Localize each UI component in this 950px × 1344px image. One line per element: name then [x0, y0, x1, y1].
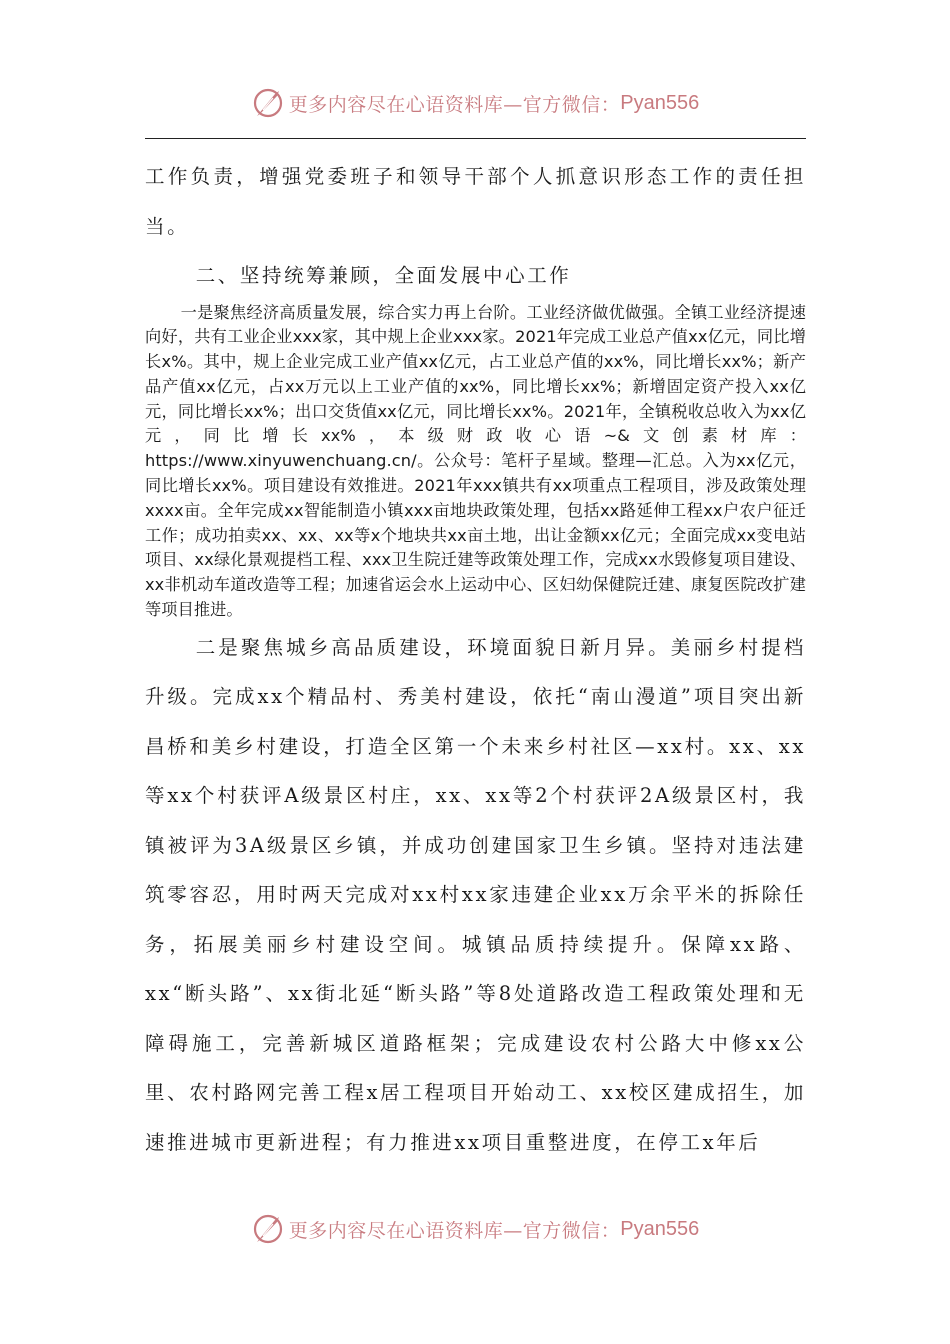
- paragraph-rural: 二是聚焦城乡高品质建设，环境面貌日新月异。美丽乡村提档升级。完成xx个精品村、秀美村建设，依托“南山漫道”项目突出新昌桥和美乡村建设，打造全区第一个未来乡村社区—xx村。xx、xx等xx个村获评A级景区村庄，xx、xx等2个村获评2A级景区村，我镇被评为3A级景区乡镇，并成功创建国家卫生乡镇。坚持对违法建筑零容忍，用时两天完成对xx村xx家违建企业xx万余平米的拆除任务，拓展美丽乡村建设空间。城镇品质持续提升。保障xx路、xx“断头路”、xx街北延“断头路”等8处道路改造工程政策处理和无障碍施工，完善新城区道路框架；完成建设农村公路大中修xx公里、农村路网完善工程x居工程项目开始动工、xx校区建成招生，加速推进城市更新进程；有力推进xx项目重整进度，在停工x年后: [145, 635, 806, 1154]
- quill-pen-circle-icon: [251, 1212, 285, 1246]
- header-divider: [145, 138, 806, 139]
- section-heading-2: 二、坚持统筹兼顾，全面发展中心工作: [195, 264, 572, 287]
- header-banner-text: 更多内容尽在心语资料库—官方微信：: [288, 93, 621, 116]
- footer-wechat-id: Pyan556: [620, 1217, 700, 1240]
- header-wechat-id: Pyan556: [620, 91, 700, 114]
- footer-banner: [0, 1209, 950, 1249]
- quill-pen-circle-icon: [251, 86, 285, 120]
- footer-banner-text: 更多内容尽在心语资料库—官方微信：: [288, 1219, 621, 1242]
- document-body: [145, 152, 806, 1167]
- paragraph-economy: 一是聚焦经济高质量发展，综合实力再上台阶。工业经济做优做强。全镇工业经济提速向好，共有工业企业xxx家，其中规上企业xxx家。2021年完成工业总产值xx亿元，同比增长x%。其中，规上企业完成工业产值xx亿元，占工业总产值的xx%，同比增长xx%；新产品产值xx亿元，占xx万元以上工业产值的xx%，同比增长xx%；新增固定资产投入xx亿元，同比增长xx%；出口交货值xx亿元，同比增长xx%。2021年，全镇税收总收入为xx亿元，同比增长xx%，本级财政收心语~&文创素材库：https://www.xinyuwenchuang.cn/。公众号：笔杆子星域。整理—汇总。入为xx亿元，同比增长xx%。项目建设有效推进。2021年xxx镇共有xx项重点工程项目，涉及政策处理xxxx亩。全年完成xx智能制造小镇xxx亩地块政策处理，包括xx路延伸工程xx户农户征迁工作；成功拍卖xx、xx、xx等x个地块共xx亩土地，出让金额xx亿元；全面完成xx变电站项目、xx绿化景观提档工程、xxx卫生院迁建等政策处理工作，完成xx水毁修复项目建设、xx非机动车道改造等工程；加速省运会水上运动中心、区妇幼保健院迁建、康复医院改扩建等项目推进。: [145, 302, 806, 620]
- header-banner: [0, 83, 950, 123]
- paragraph-continued: 工作负责，增强党委班子和领导干部个人抓意识形态工作的责任担当。: [145, 165, 806, 238]
